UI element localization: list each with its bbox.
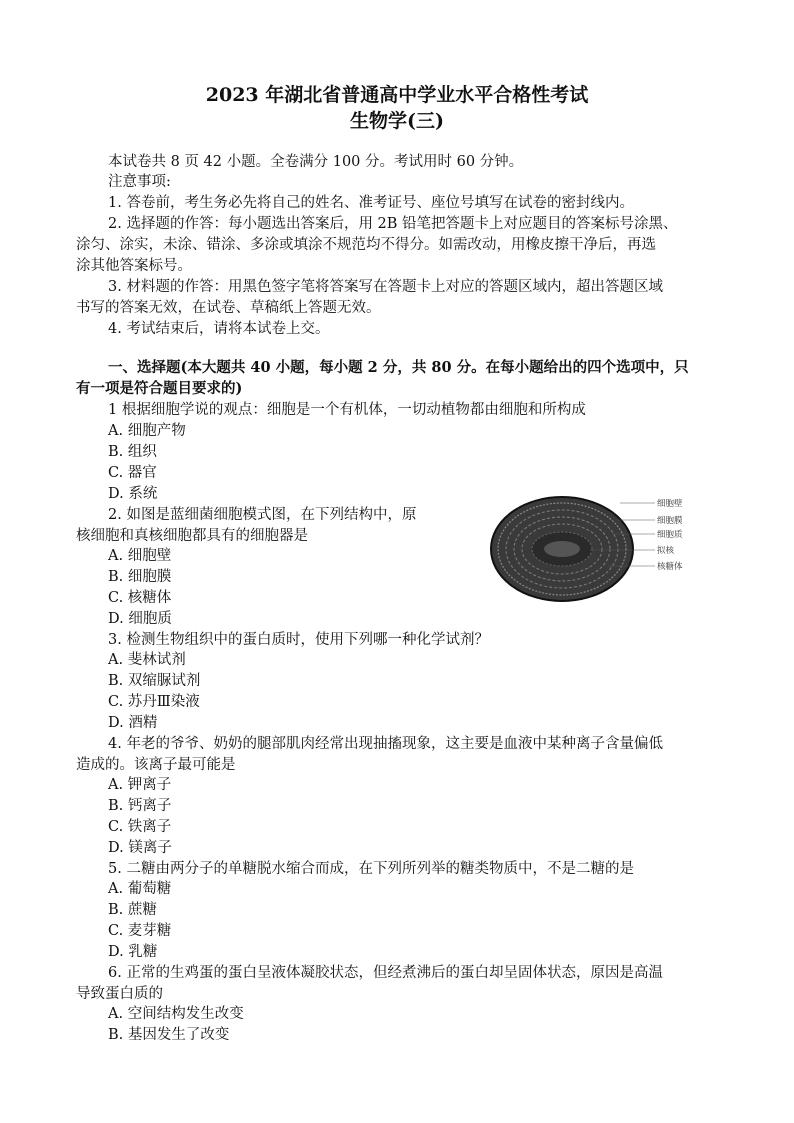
question-stem-1: 1 根据细胞学说的观点：细胞是一个有机体，一切动植物都由细胞和所构成 — [108, 402, 586, 418]
option-1d: D. 系统 — [108, 486, 158, 502]
question-stem-2-cont: 核细胞和真核细胞都具有的细胞器是 — [76, 528, 308, 544]
section-heading: 一、选择题(本大题共 40 小题，每小题 2 分，共 80 分。在每小题给出的四个选项中，只 — [108, 359, 689, 376]
nucleoid-center — [544, 541, 580, 557]
option-6b: B. 基因发生了改变 — [108, 1027, 230, 1043]
option-3b: B. 双缩脲试剂 — [108, 673, 201, 689]
question-stem-4: 4. 年老的爷爷、奶奶的腿部肌肉经常出现抽搐现象，这主要是血液中某种离子含量偏低 — [108, 736, 663, 752]
option-2b: B. 细胞膜 — [108, 569, 172, 585]
option-1b: B. 组织 — [108, 444, 157, 460]
notice-line: 涂其他答案标号。 — [76, 258, 192, 274]
option-4b: B. 钙离子 — [108, 798, 172, 814]
option-6a: A. 空间结构发生改变 — [108, 1006, 244, 1022]
option-5a: A. 葡萄糖 — [108, 881, 172, 897]
notice-line: 4. 考试结束后，请将本试卷上交。 — [108, 321, 330, 337]
notice-heading: 注意事项: — [108, 174, 171, 190]
option-5b: B. 蔗糖 — [108, 902, 157, 918]
notice-line: 涂匀、涂实，未涂、错涂、多涂或填涂不规范均不得分。如需改动，用橡皮擦干净后，再选 — [76, 237, 656, 253]
cyanobacteria-cell-figure — [490, 492, 730, 604]
exam-subtitle: 生物学(三) — [350, 110, 444, 132]
option-3c: C. 苏丹Ⅲ染液 — [108, 694, 200, 710]
label-ribosome: 核糖体 — [657, 562, 683, 572]
option-2a: A. 细胞壁 — [108, 548, 172, 564]
option-5d: D. 乳糖 — [108, 944, 158, 960]
option-1a: A. 细胞产物 — [108, 423, 186, 439]
label-cell-membrane: 细胞膜 — [657, 516, 683, 526]
question-stem-2: 2. 如图是蓝细菌细胞模式图，在下列结构中，原 — [108, 507, 417, 523]
option-4c: C. 铁离子 — [108, 819, 172, 835]
question-stem-3: 3. 检测生物组织中的蛋白质时，使用下列哪一种化学试剂？ — [108, 632, 489, 648]
notice-line: 3. 材料题的作答：用黑色签字笔将答案写在答题卡上对应的答题区域内，超出答题区域 — [108, 279, 663, 295]
option-5c: C. 麦芽糖 — [108, 923, 172, 939]
section-heading: 有一项是符合题目要求的) — [76, 380, 243, 397]
exam-title: 2023 年湖北省普通高中学业水平合格性考试 — [205, 84, 589, 106]
label-cell-wall: 细胞壁 — [657, 499, 683, 509]
option-4a: A. 钾离子 — [108, 777, 172, 793]
question-stem-6: 6. 正常的生鸡蛋的蛋白呈液体凝胶状态，但经煮沸后的蛋白却呈固体状态，原因是高温 — [108, 965, 663, 981]
notice-line: 书写的答案无效，在试卷、草稿纸上答题无效。 — [76, 300, 381, 316]
notice-line: 1. 答卷前，考生务必先将自己的姓名、准考证号、座位号填写在试卷的密封线内。 — [108, 195, 634, 211]
question-stem-4-cont: 造成的。该离子最可能是 — [76, 757, 236, 773]
question-stem-6-cont: 导致蛋白质的 — [76, 986, 163, 1002]
option-4d: D. 镁离子 — [108, 840, 172, 856]
option-2c: C. 核糖体 — [108, 590, 172, 606]
option-3a: A. 斐林试剂 — [108, 652, 186, 668]
option-1c: C. 器官 — [108, 465, 157, 481]
option-3d: D. 酒精 — [108, 715, 158, 731]
label-cytoplasm: 细胞质 — [657, 530, 683, 540]
label-nucleoid: 拟核 — [657, 546, 675, 556]
option-2d: D. 细胞质 — [108, 611, 172, 627]
question-stem-5: 5. 二糖由两分子的单糖脱水缩合而成，在下列所列举的糖类物质中，不是二糖的是 — [108, 861, 634, 877]
intro-text: 本试卷共 8 页 42 小题。全卷满分 100 分。考试用时 60 分钟。 — [108, 154, 524, 170]
notice-line: 2. 选择题的作答：每小题选出答案后，用 2B 铅笔把答题卡上对应题目的答案标号涂黑、 — [108, 216, 678, 232]
